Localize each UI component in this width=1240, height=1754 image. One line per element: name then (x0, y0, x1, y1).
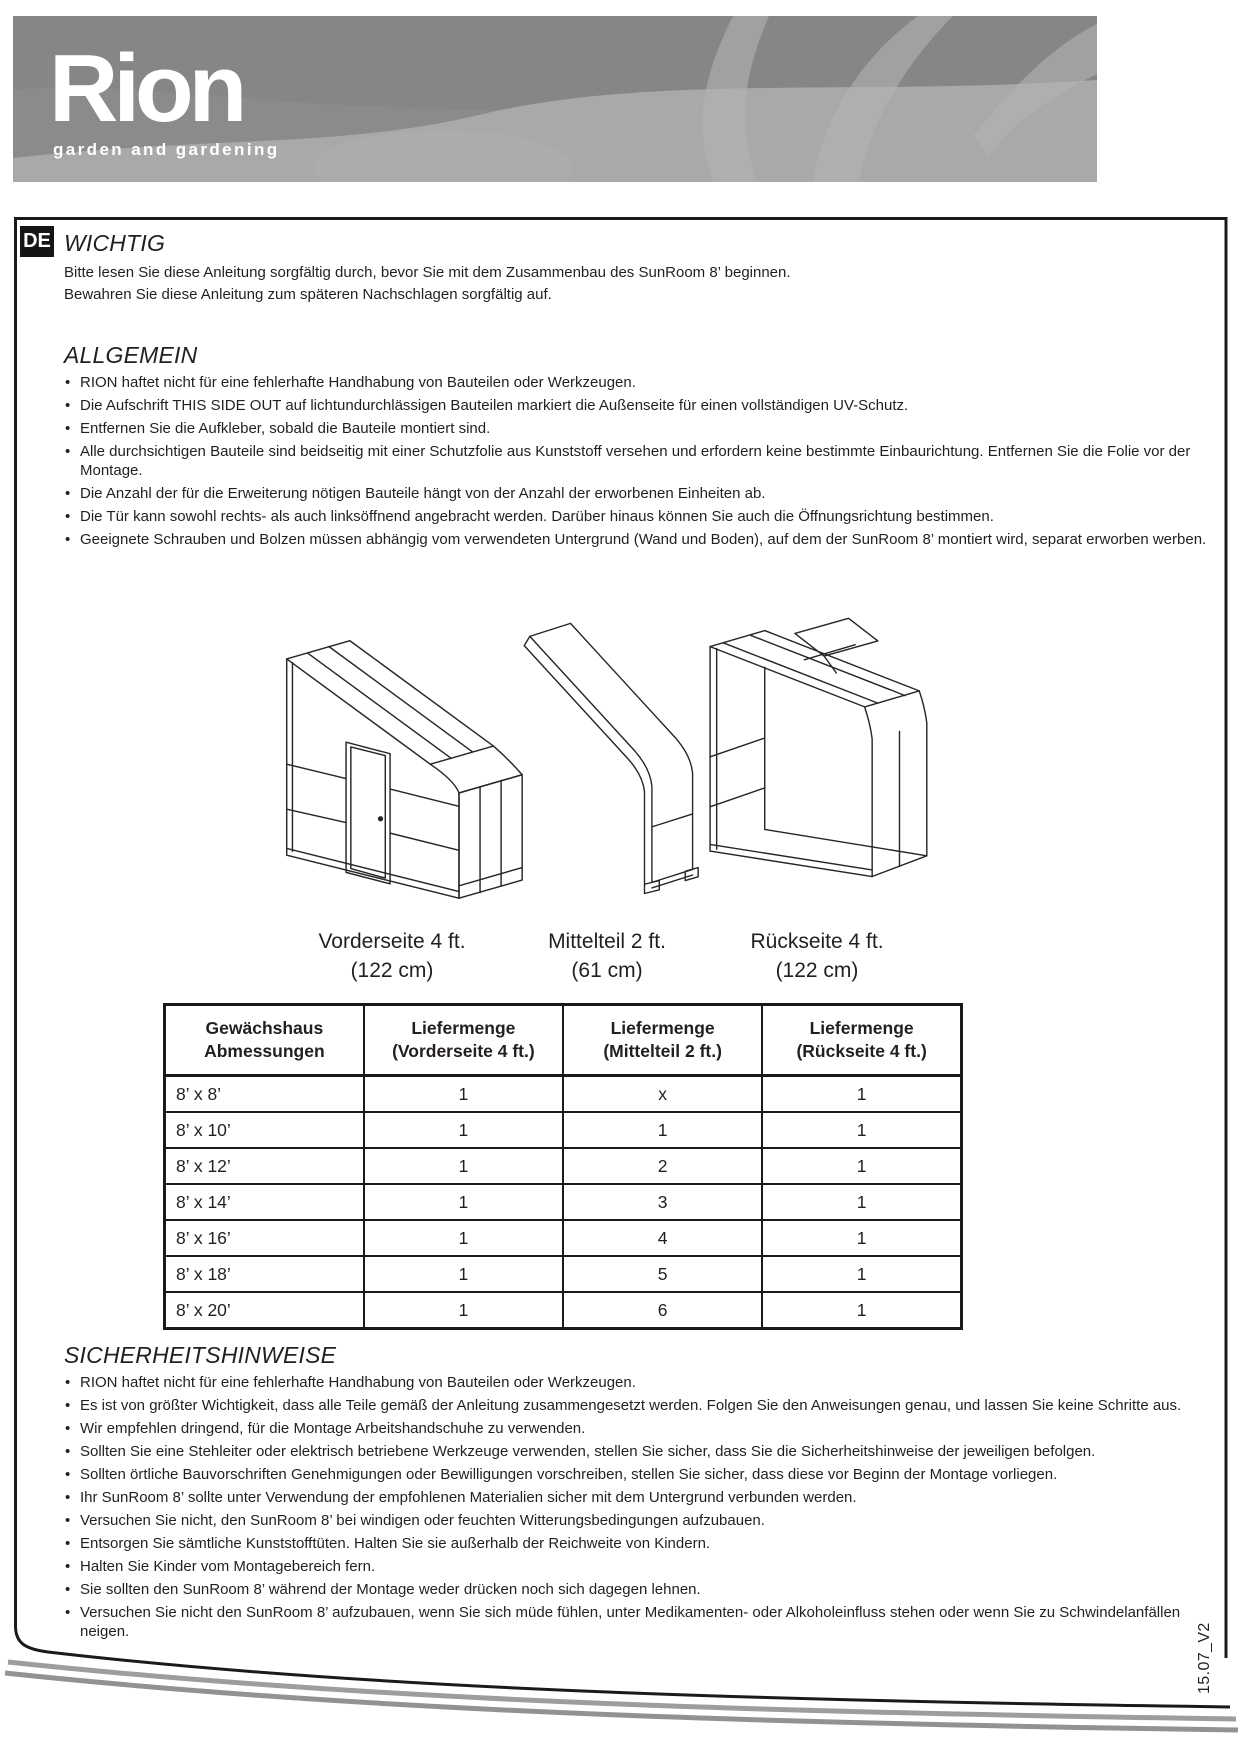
table-row (165, 1076, 962, 1113)
bullet-item: • Versuchen Sie nicht den SunRoom 8’ aufzubauen, wenn Sie sich müde fühlen, unter Medikamenten- oder Alkoholeinfluss stehen oder wenn Sie zu Schwindelanfällen neigen. (64, 1604, 1214, 1641)
rear-module-dimension: (122 cm) (775, 959, 859, 982)
cell-dimension: 8’ x 8’ (165, 1076, 364, 1113)
figure-rear-module (692, 568, 942, 985)
allgemein-title: ALLGEMEIN (64, 342, 198, 368)
cell-middle-qty: 2 (563, 1148, 762, 1184)
cell-middle-qty: 6 (563, 1292, 762, 1329)
sicherheit-title: SICHERHEITSHINWEISE (64, 1342, 337, 1368)
delivery-quantity-table (163, 1003, 963, 1330)
figure-middle-module (522, 568, 692, 985)
cell-middle-qty: 3 (563, 1184, 762, 1220)
table-header-row (165, 1005, 962, 1076)
front-module-caption (318, 927, 465, 985)
bullet-item: • Ihr SunRoom 8’ sollte unter Verwendung der empfohlenen Materialien sicher mit dem Untergrund verbunden werden. (64, 1489, 1214, 1508)
cell-front-qty: 1 (364, 1148, 563, 1184)
cell-front-qty: 1 (364, 1184, 563, 1220)
bullet-item: • Sie sollten den SunRoom 8’ während der Montage weder drücken noch sich dagegen lehnen. (64, 1581, 1214, 1600)
rear-module-line-art (695, 573, 940, 903)
wichtig-paragraphs (64, 262, 1204, 305)
col-header-front: Liefermenge (Vorderseite 4 ft.) (364, 1005, 563, 1076)
bullet-item: • Es ist von größter Wichtigkeit, dass alle Teile gemäß der Anleitung zusammengesetzt werden. Folgen Sie den Anweisungen genau, und lassen Sie keine Schritte aus. (64, 1397, 1214, 1416)
bullet-item: • Halten Sie Kinder vom Montagebereich fern. (64, 1558, 1214, 1577)
brand-logo (49, 35, 280, 160)
middle-module-dimension: (61 cm) (571, 959, 643, 982)
cell-front-qty: 1 (364, 1220, 563, 1256)
col-header-middle: Liefermenge (Mittelteil 2 ft.) (563, 1005, 762, 1076)
module-figures (262, 568, 942, 985)
logo-tagline: garden and gardening (53, 140, 280, 160)
rear-module-label: Rückseite 4 ft. (750, 930, 884, 953)
cell-middle-qty: 4 (563, 1220, 762, 1256)
section-wichtig (64, 230, 1204, 305)
front-module-label: Vorderseite 4 ft. (318, 930, 466, 953)
bullet-item: • Entsorgen Sie sämtliche Kunststofftüten. Halten Sie sie außerhalb der Reichweite von Kindern. (64, 1535, 1214, 1554)
bullet-item: • Alle durchsichtigen Bauteile sind beidseitig mit einer Schutzfolie aus Kunststoff versehen und erfordern keine bestimmte Einbaurichtung. Entfernen Sie die Folie vor der Montage. (64, 443, 1210, 480)
cell-dimension: 8’ x 10’ (165, 1112, 364, 1148)
bullet-item: • Sollten Sie eine Stehleiter oder elektrisch betriebene Werkzeuge verwenden, stellen Sie sicher, dass Sie die Sicherheitshinweise der jeweiligen befolgen. (64, 1443, 1214, 1462)
cell-front-qty: 1 (364, 1256, 563, 1292)
middle-module-line-art (515, 588, 700, 903)
front-module-line-art (258, 568, 526, 903)
cell-middle-qty: 1 (563, 1112, 762, 1148)
section-allgemein (64, 342, 1210, 554)
middle-module-caption (548, 927, 666, 985)
cell-front-qty: 1 (364, 1076, 563, 1113)
cell-rear-qty: 1 (762, 1148, 961, 1184)
bullet-item: • Die Aufschrift THIS SIDE OUT auf lichtundurchlässigen Bauteilen markiert die Außenseite für einen vollständigen UV-Schutz. (64, 397, 1210, 416)
table-row (165, 1220, 962, 1256)
cell-dimension: 8’ x 14’ (165, 1184, 364, 1220)
logo-wordmark: Rion (49, 35, 243, 142)
bullet-item: • Wir empfehlen dringend, für die Montage Arbeitshandschuhe zu verwenden. (64, 1420, 1214, 1439)
front-module-dimension: (122 cm) (350, 959, 434, 982)
section-sicherheitshinweise (64, 1342, 1214, 1646)
wichtig-line: Bitte lesen Sie diese Anleitung sorgfältig durch, bevor Sie mit dem Zusammenbau des SunRoom 8’ beginnen. (64, 264, 791, 281)
cell-rear-qty: 1 (762, 1220, 961, 1256)
bullet-item: • Geeignete Schrauben und Bolzen müssen abhängig vom verwendeten Untergrund (Wand und Boden), auf dem der SunRoom 8’ montiert wird, separat erworben werben. (64, 531, 1210, 550)
wichtig-line: Bewahren Sie diese Anleitung zum späteren Nachschlagen sorgfältig auf. (64, 285, 552, 303)
bullet-item: • Die Anzahl der für die Erweiterung nötigen Bauteile hängt von der Anzahl der erworbenen Einheiten ab. (64, 485, 1210, 504)
bullet-item: • Entfernen Sie die Aufkleber, sobald die Bauteile montiert sind. (64, 420, 1210, 439)
figure-front-module (262, 568, 522, 985)
cell-front-qty: 1 (364, 1112, 563, 1148)
rear-module-caption (750, 927, 883, 985)
allgemein-bullet-list (64, 374, 1210, 549)
col-header-rear: Liefermenge (Rückseite 4 ft.) (762, 1005, 961, 1076)
cell-rear-qty: 1 (762, 1256, 961, 1292)
cell-front-qty: 1 (364, 1292, 563, 1329)
cell-dimension: 8’ x 20’ (165, 1292, 364, 1329)
cell-dimension: 8’ x 16’ (165, 1220, 364, 1256)
cell-dimension: 8’ x 12’ (165, 1148, 364, 1184)
middle-module-drawing (515, 568, 700, 903)
table-row (165, 1112, 962, 1148)
cell-rear-qty: 1 (762, 1076, 961, 1113)
bullet-item: • Sollten örtliche Bauvorschriften Genehmigungen oder Bewilligungen vorschreiben, stellen Sie sicher, dass diese vor Beginn der Montage vorliegen. (64, 1466, 1214, 1485)
cell-middle-qty: x (563, 1076, 762, 1113)
table-row (165, 1148, 962, 1184)
bullet-item: • RION haftet nicht für eine fehlerhafte Handhabung von Bauteilen oder Werkzeugen. (64, 374, 1210, 393)
language-badge: DE (20, 226, 54, 257)
bullet-item: • RION haftet nicht für eine fehlerhafte Handhabung von Bauteilen oder Werkzeugen. (64, 1374, 1214, 1393)
bullet-item: • Die Tür kann sowohl rechts- als auch linksöffnend angebracht werden. Darüber hinaus können Sie auch die Öffnungsrichtung bestimmen. (64, 508, 1210, 527)
table-row (165, 1256, 962, 1292)
cell-middle-qty: 5 (563, 1256, 762, 1292)
table-body (165, 1076, 962, 1329)
cell-rear-qty: 1 (762, 1292, 961, 1329)
wichtig-title: WICHTIG (64, 230, 166, 256)
front-module-drawing (258, 568, 526, 903)
rear-module-drawing (695, 568, 940, 903)
cell-rear-qty: 1 (762, 1112, 961, 1148)
bullet-item: • Versuchen Sie nicht, den SunRoom 8’ bei windigen oder feuchten Witterungsbedingungen aufzubauen. (64, 1512, 1214, 1531)
table-row (165, 1292, 962, 1329)
version-label: 15.07_V2 (1196, 1622, 1213, 1694)
table-row (165, 1184, 962, 1220)
cell-rear-qty: 1 (762, 1184, 961, 1220)
header-banner (13, 16, 1097, 182)
col-header-dimensions: Gewächshaus Abmessungen (165, 1005, 364, 1076)
middle-module-label: Mittelteil 2 ft. (548, 930, 666, 953)
cell-dimension: 8’ x 18’ (165, 1256, 364, 1292)
sicherheit-bullet-list (64, 1374, 1214, 1641)
